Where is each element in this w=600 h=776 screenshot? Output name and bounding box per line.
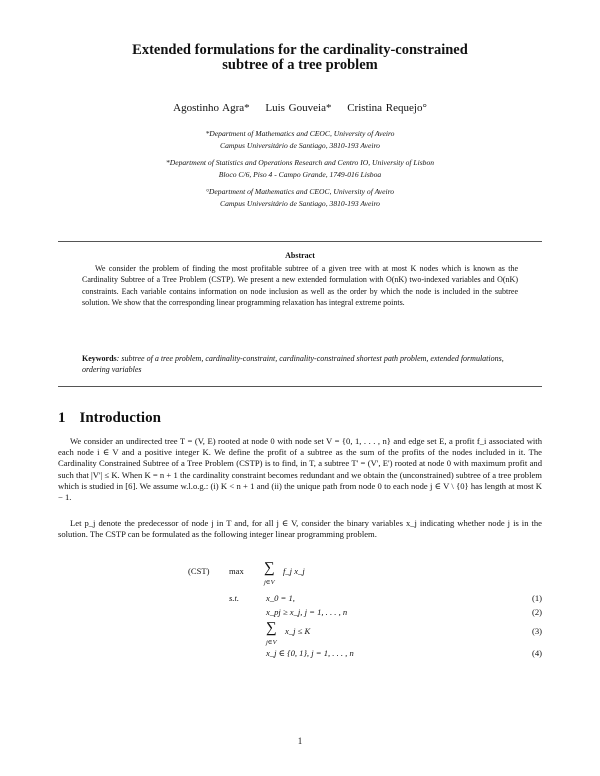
affiliation-2-line2: Bloco C/6, Piso 4 - Campo Grande, 1749-016 Lisboa bbox=[218, 170, 382, 179]
objective-expression: f_j x_j bbox=[283, 566, 305, 576]
formulation-name: (CST) bbox=[188, 566, 210, 576]
affiliation-3-line1: °Department of Mathematics and CEOC, University of Aveiro bbox=[205, 187, 395, 196]
section-heading bbox=[58, 410, 161, 427]
subject-to-label: s.t. bbox=[229, 593, 240, 603]
abstract-bottom-rule bbox=[58, 386, 542, 387]
section-title: Introduction bbox=[79, 410, 161, 426]
author-list bbox=[0, 102, 600, 114]
objective-sum-index: j∈V bbox=[264, 579, 275, 586]
constraint-4-number: (4) bbox=[531, 648, 542, 658]
constraint-2-number: (2) bbox=[531, 607, 542, 617]
constraint-3-number: (3) bbox=[531, 626, 542, 636]
affiliation-2-line1: *Department of Statistics and Operations Research and Centro IO, University of Lisbon bbox=[165, 158, 435, 167]
page-number: 1 bbox=[297, 736, 303, 746]
paper-title-line1: Extended formulations for the cardinality-constrained bbox=[132, 42, 468, 58]
abstract-text: We consider the problem of finding the most profitable subtree of a given tree with at most K nodes which is known as the Cardinality Subtree of a Tree Problem (CSTP). We present a new extended formulation with O(nK) two-indexed variables and O(nK) constraints. Each variable contains information on node inclusion as well as the order by which the node is included in the subtree solution. We show that the corresponding linear programming relaxation has integral extreme points. bbox=[82, 264, 518, 307]
keywords bbox=[82, 353, 518, 376]
keywords-label: Keywords bbox=[82, 354, 117, 363]
affiliation-1-line2: Campus Universitário de Santiago, 3810-193 Aveiro bbox=[220, 141, 380, 150]
objective-sum-sign: ∑ bbox=[264, 560, 275, 576]
constraint-1-number: (1) bbox=[531, 593, 542, 603]
constraint-2: x_pj ≥ x_j, j = 1, . . . , n bbox=[266, 607, 348, 617]
formulation-objective: max bbox=[229, 566, 244, 576]
affiliation-3-line2: Campus Universitário de Santiago, 3810-193 Aveiro bbox=[220, 199, 380, 208]
abstract-heading: Abstract bbox=[285, 251, 315, 260]
paragraph-1: We consider an undirected tree T = (V, E) rooted at node 0 with node set V = {0, 1, . . . , n} and edge set E, a profit f_i associated with each node i ∈ V and a positive integer K. We define the profit of a subtree as the sum of the profits of the nodes included in it. The Cardinality Constrained Subtree of a Tree Problem (CSTP) is to find, in T, a subtree T' = (V', E') rooted at node 0 with maximum profit and such that |V'| ≤ K. When K = n + 1 the cardinality constraint becomes redundant and we obtain the (unconstrained) subtree of a tree problem which is studied in [6]. We assume w.l.o.g.: (i) K < n + 1 and (ii) the unique path from node 0 to each node j ∈ V \ {0} has length at most K − 1. bbox=[58, 436, 542, 503]
constraint-3-sum-sign: ∑ bbox=[266, 620, 277, 636]
constraint-3-sum-index: j∈V bbox=[266, 639, 277, 646]
author-1: Agostinho Agra* bbox=[173, 102, 250, 114]
author-3: Cristina Requejo° bbox=[347, 102, 427, 114]
paragraph-2: Let p_j denote the predecessor of node j in T and, for all j ∈ V, consider the binary variables x_j indicating whether node j is in the solution. The CSTP can be formulated as the following integer linear programming problem. bbox=[58, 518, 542, 540]
constraint-1: x_0 = 1, bbox=[266, 593, 295, 603]
constraint-4: x_j ∈ {0, 1}, j = 1, . . . , n bbox=[266, 648, 354, 658]
keywords-text: : subtree of a tree problem, cardinality-constraint, cardinality-constrained shortest path problem, extended formulations, ordering variables bbox=[82, 354, 504, 375]
abstract-top-rule bbox=[58, 241, 542, 242]
section-number: 1 bbox=[58, 410, 66, 426]
constraint-3: x_j ≤ K bbox=[285, 626, 311, 636]
paper-title-line2: subtree of a tree problem bbox=[222, 57, 378, 73]
affiliation-1-line1: *Department of Mathematics and CEOC, University of Aveiro bbox=[205, 129, 395, 138]
author-2: Luis Gouveia* bbox=[265, 102, 332, 114]
